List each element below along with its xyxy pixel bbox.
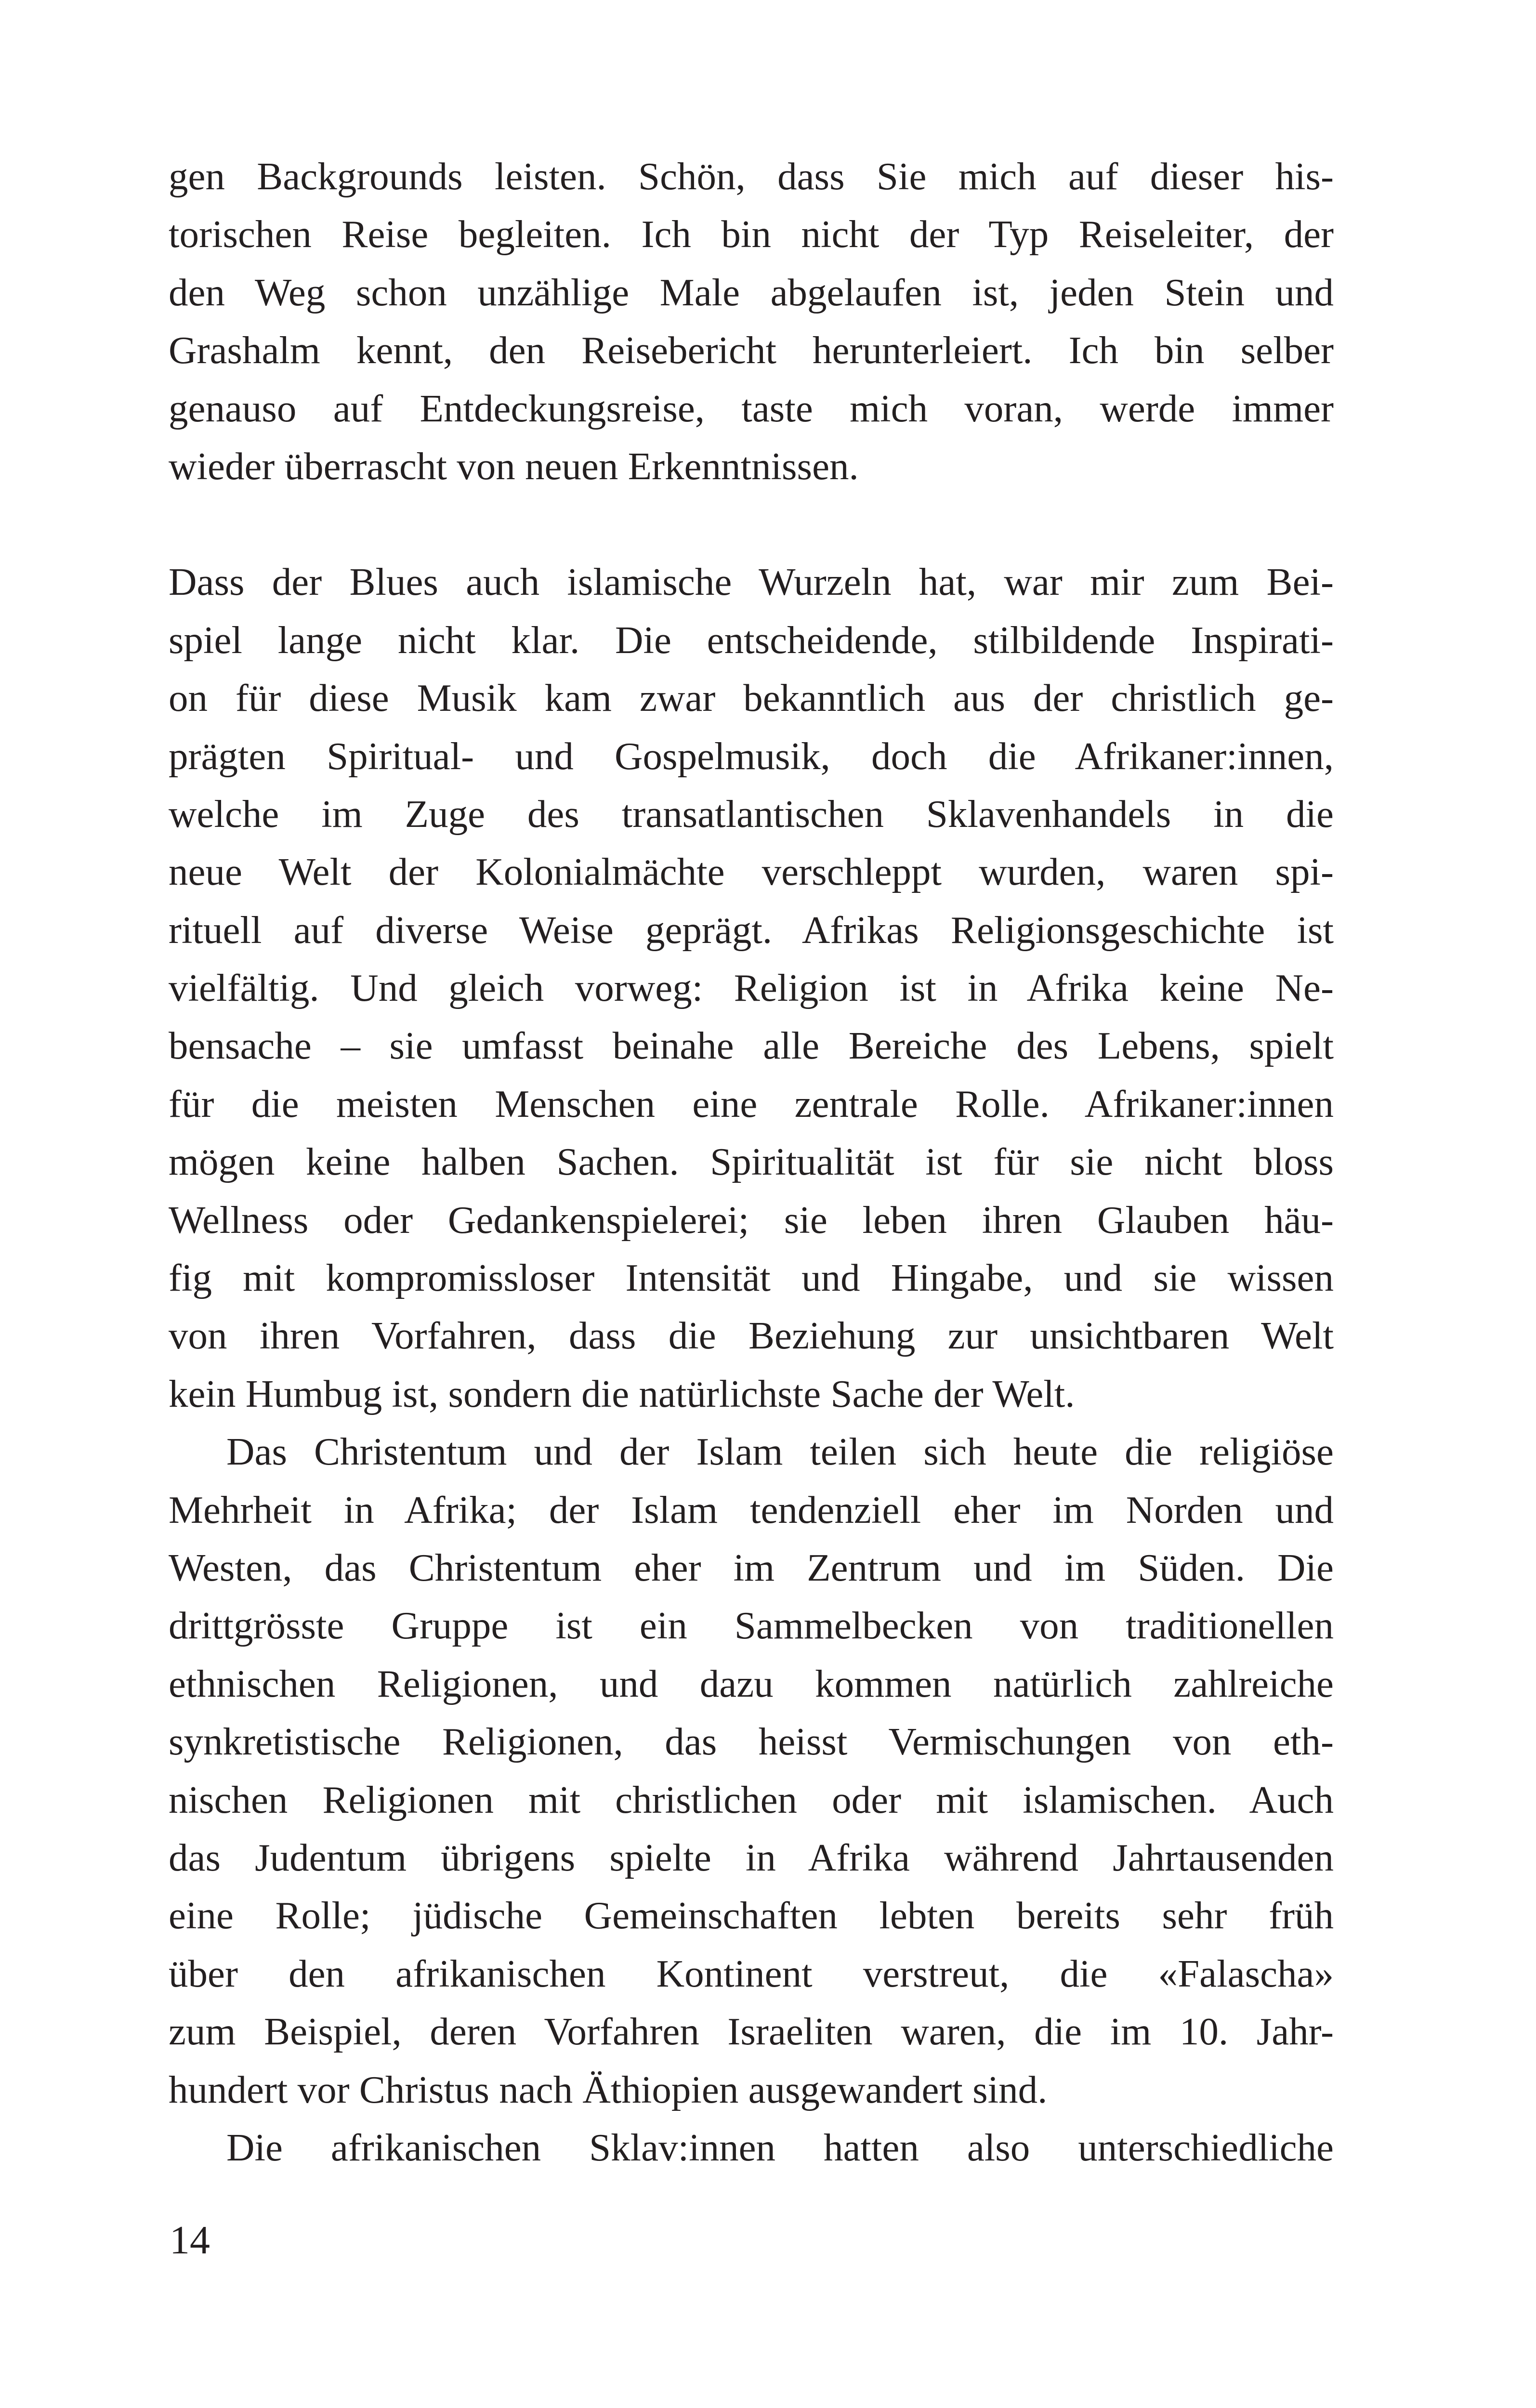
text-line: welche im Zuge des transatlantischen Sklavenhandels in die [169, 792, 1334, 836]
text-line: den Weg schon unzählige Male abgelaufen ist, jeden Stein und [169, 270, 1334, 314]
text-line: wieder überrascht von neuen Erkenntnissen. [169, 444, 859, 488]
text-line: für die meisten Menschen eine zentrale Rolle. Afrikaner:innen [169, 1082, 1334, 1125]
paragraph [169, 2119, 1334, 2176]
text-line: über den afrikanischen Kontinent verstreut, die «Falascha» [169, 1951, 1334, 1995]
text-line: zum Beispiel, deren Vorfahren Israeliten waren, die im 10. Jahr- [169, 2010, 1334, 2054]
paragraph [169, 147, 1334, 495]
body-text [169, 147, 1334, 2176]
text-line: torischen Reise begleiten. Ich bin nicht der Typ Reiseleiter, der [169, 212, 1334, 256]
text-line: genauso auf Entdeckungsreise, taste mich voran, werde immer [169, 386, 1334, 430]
text-line: synkretistische Religionen, das heisst Vermischungen von eth- [169, 1720, 1334, 1764]
text-line: gen Backgrounds leisten. Schön, dass Sie mich auf dieser his- [169, 155, 1334, 198]
text-line: bensache – sie umfasst beinahe alle Bereiche des Lebens, spielt [169, 1024, 1334, 1068]
text-line: Das Christentum und der Islam teilen sich heute die religiöse [226, 1430, 1334, 1474]
text-line: Wellness oder Gedankenspielerei; sie leben ihren Glauben häu- [169, 1198, 1334, 1242]
text-line: eine Rolle; jüdische Gemeinschaften lebten bereits sehr früh [169, 1894, 1334, 1937]
text-line: on für diese Musik kam zwar bekanntlich aus der christlich ge- [169, 676, 1334, 720]
text-line: Mehrheit in Afrika; der Islam tendenziell eher im Norden und [169, 1488, 1334, 1531]
text-line: rituell auf diverse Weise geprägt. Afrikas Religionsgeschichte ist [169, 908, 1334, 952]
text-line: nischen Religionen mit christlichen oder mit islamischen. Auch [169, 1778, 1334, 1821]
text-line: ethnischen Religionen, und dazu kommen natürlich zahlreiche [169, 1662, 1334, 1705]
text-line: mögen keine halben Sachen. Spiritualität ist für sie nicht bloss [169, 1140, 1334, 1184]
paragraph [169, 553, 1334, 1423]
text-line: vielfältig. Und gleich vorweg: Religion ist in Afrika keine Ne- [169, 966, 1334, 1010]
page-number: 14 [170, 2218, 210, 2263]
text-line: prägten Spiritual- und Gospelmusik, doch die Afrikaner:innen, [169, 734, 1334, 778]
text-line: von ihren Vorfahren, dass die Beziehung zur unsichtbaren Welt [169, 1314, 1334, 1358]
text-line: hundert vor Christus nach Äthiopien ausgewandert sind. [169, 2068, 1048, 2111]
paragraph-spacer [169, 495, 1334, 553]
text-line: Westen, das Christentum eher im Zentrum und im Süden. Die [169, 1545, 1334, 1589]
text-line: Grashalm kennt, den Reisebericht herunterleiert. Ich bin selber [169, 328, 1334, 372]
text-line: Die afrikanischen Sklav:innen hatten also unterschiedliche [226, 2125, 1334, 2169]
text-line: drittgrösste Gruppe ist ein Sammelbecken von traditionellen [169, 1604, 1334, 1648]
paragraph [169, 1423, 1334, 2119]
text-line: das Judentum übrigens spielte in Afrika während Jahrtausenden [169, 1835, 1334, 1879]
text-line: spiel lange nicht klar. Die entscheidende, stilbildende Inspirati- [169, 618, 1334, 662]
text-line: fig mit kompromissloser Intensität und Hingabe, und sie wissen [169, 1256, 1334, 1300]
text-line: neue Welt der Kolonialmächte verschleppt wurden, waren spi- [169, 850, 1334, 894]
text-line: kein Humbug ist, sondern die natürlichste Sache der Welt. [169, 1372, 1075, 1415]
text-line: Dass der Blues auch islamische Wurzeln hat, war mir zum Bei- [169, 560, 1334, 604]
